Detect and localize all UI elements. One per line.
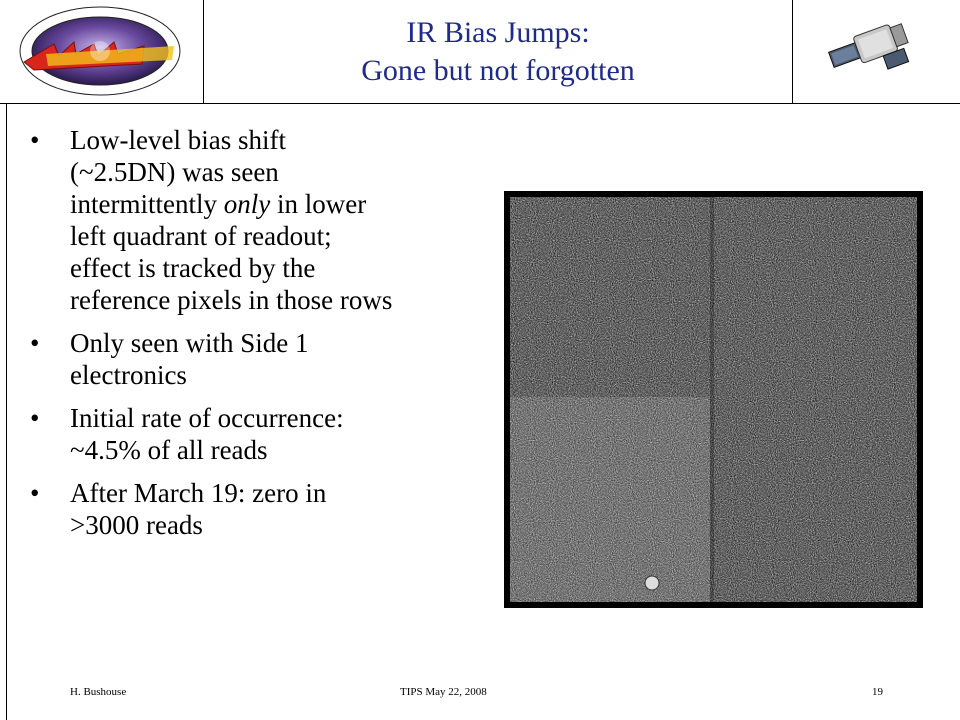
wide-field-camera-3-logo — [14, 4, 186, 98]
footer-page-number: 19 — [872, 686, 883, 698]
bullet-item: • Only seen with Side 1 electronics — [30, 328, 309, 390]
footer-author: H. Bushouse — [70, 686, 127, 698]
title-line-2: Gone but not forgotten — [361, 54, 635, 87]
detector-noise-image — [504, 191, 923, 608]
bullet-text: Initial rate of occurrence: ~4.5% of all reads — [70, 403, 344, 465]
footer-event: TIPS May 22, 2008 — [400, 686, 487, 698]
bullet-text: After March 19: zero in >3000 reads — [70, 478, 327, 540]
title-line-1: IR Bias Jumps: — [406, 16, 590, 49]
slide-left-border — [6, 104, 7, 720]
slide-title — [205, 14, 791, 90]
bullet-item: • Initial rate of occurrence: ~4.5% of all reads — [30, 403, 344, 465]
bullet-item: • Low-level bias shift (~2.5DN) was seen intermittently only in lower left quadrant of readout; effect is tracked by the reference pixels in those rows — [30, 125, 393, 315]
bullet-text: Only seen with Side 1 electronics — [70, 328, 309, 390]
bullet-emphasis: only — [223, 189, 271, 219]
bullet-text-tail: in lower left quadrant of readout; effect is tracked by the reference pixels in those rows — [70, 189, 393, 315]
header-divider — [0, 103, 960, 104]
hubble-space-telescope-icon — [820, 8, 920, 90]
header-divider-right — [792, 0, 793, 104]
bullet-text: Low-level bias shift (~2.5DN) was seen intermittently — [70, 125, 286, 219]
header-divider-left — [203, 0, 204, 104]
bullet-list — [30, 124, 500, 552]
bullet-item: • After March 19: zero in >3000 reads — [30, 478, 327, 540]
